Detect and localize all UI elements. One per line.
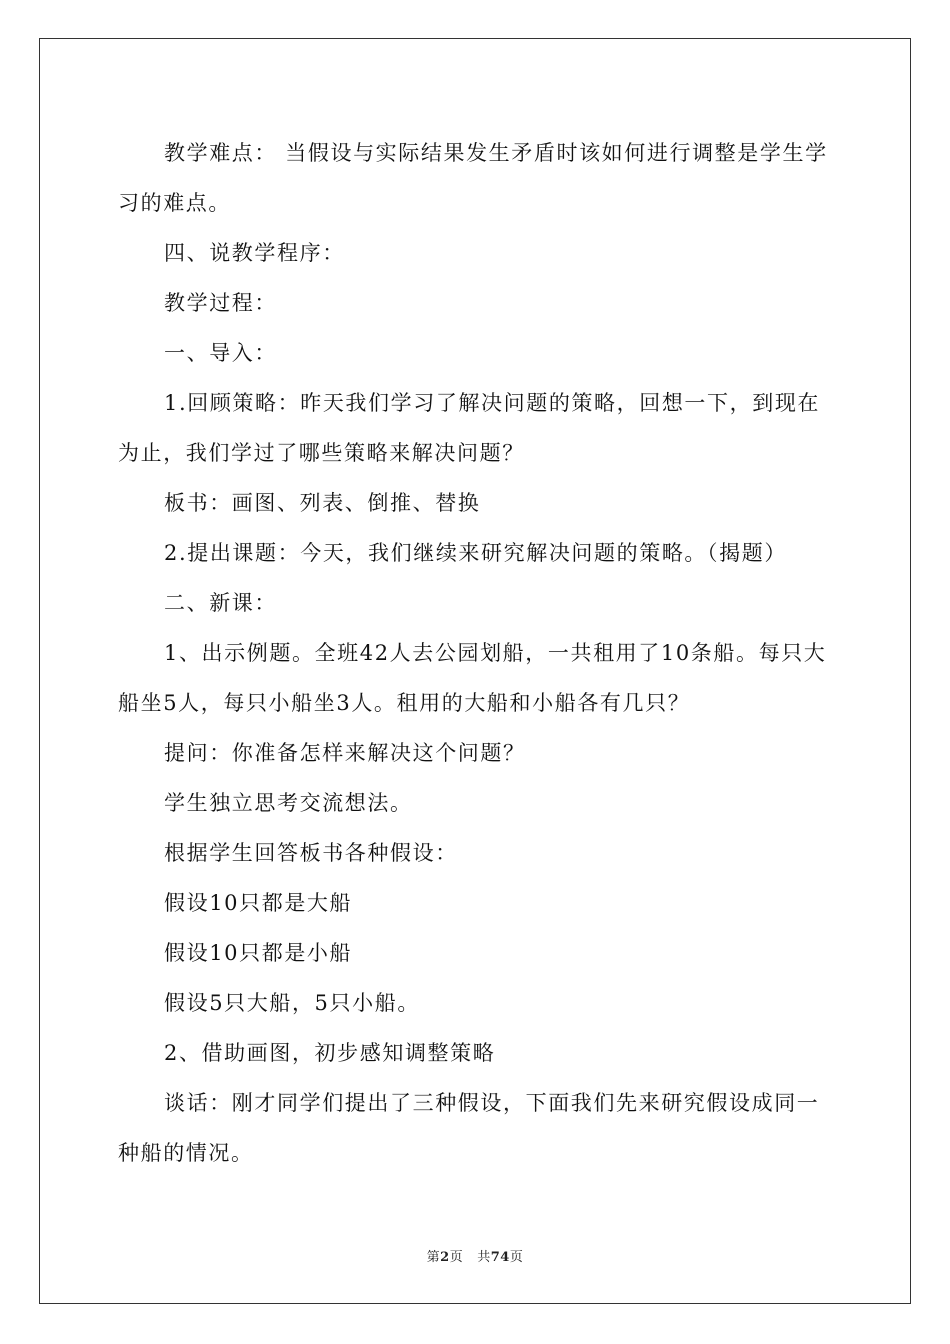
paragraph-student-thinking: 学生独立思考交流想法。 (164, 791, 413, 815)
footer-prefix: 第 (426, 1250, 441, 1265)
paragraph-board-assumptions: 根据学生回答板书各种假设： (164, 841, 458, 865)
footer-page-number: 2 (440, 1250, 450, 1265)
paragraph-section-four: 四、说教学程序： (164, 241, 345, 265)
document-body (118, 128, 836, 1178)
paragraph-intro-heading: 一、导入： (164, 341, 277, 365)
footer-total-pages: 74 (490, 1250, 510, 1265)
paragraph-drawing-strategy: 2、借助画图，初步感知调整策略 (164, 1041, 496, 1065)
paragraph-review-strategy: 1.回顾策略：昨天我们学习了解决问题的策略，回想一下，到现在为止，我们学过了哪些策略来解决问题？ (118, 391, 821, 465)
footer-total-prefix: 共 (477, 1250, 491, 1265)
paragraph-discussion: 谈话：刚才同学们提出了三种假设，下面我们先来研究假设成同一种船的情况。 (118, 1091, 820, 1165)
paragraph-topic: 2.提出课题：今天，我们继续来研究解决问题的策略。（揭题） (164, 541, 787, 565)
page-footer (0, 1246, 950, 1265)
paragraph-assumption-small: 假设10只都是小船 (164, 941, 353, 965)
paragraph-board-notes: 板书：画图、列表、倒推、替换 (164, 491, 481, 515)
paragraph-teaching-process: 教学过程： (164, 291, 277, 315)
paragraph-new-lesson-heading: 二、新课： (164, 591, 277, 615)
paragraph-teaching-difficulty: 教学难点： 当假设与实际结果发生矛盾时该如何进行调整是学生学习的难点。 (118, 141, 828, 215)
footer-page-suffix: 页 (449, 1250, 464, 1265)
paragraph-assumption-big: 假设10只都是大船 (164, 891, 353, 915)
paragraph-assumption-mixed: 假设5只大船，5只小船。 (164, 991, 420, 1015)
paragraph-question: 提问：你准备怎样来解决这个问题？ (164, 741, 526, 765)
paragraph-example-problem: 1、出示例题。全班42人去公园划船，一共租用了10条船。每只大船坐5人，每只小船坐3人。租用的大船和小船各有几只？ (118, 641, 827, 715)
footer-total-suffix: 页 (509, 1250, 524, 1265)
